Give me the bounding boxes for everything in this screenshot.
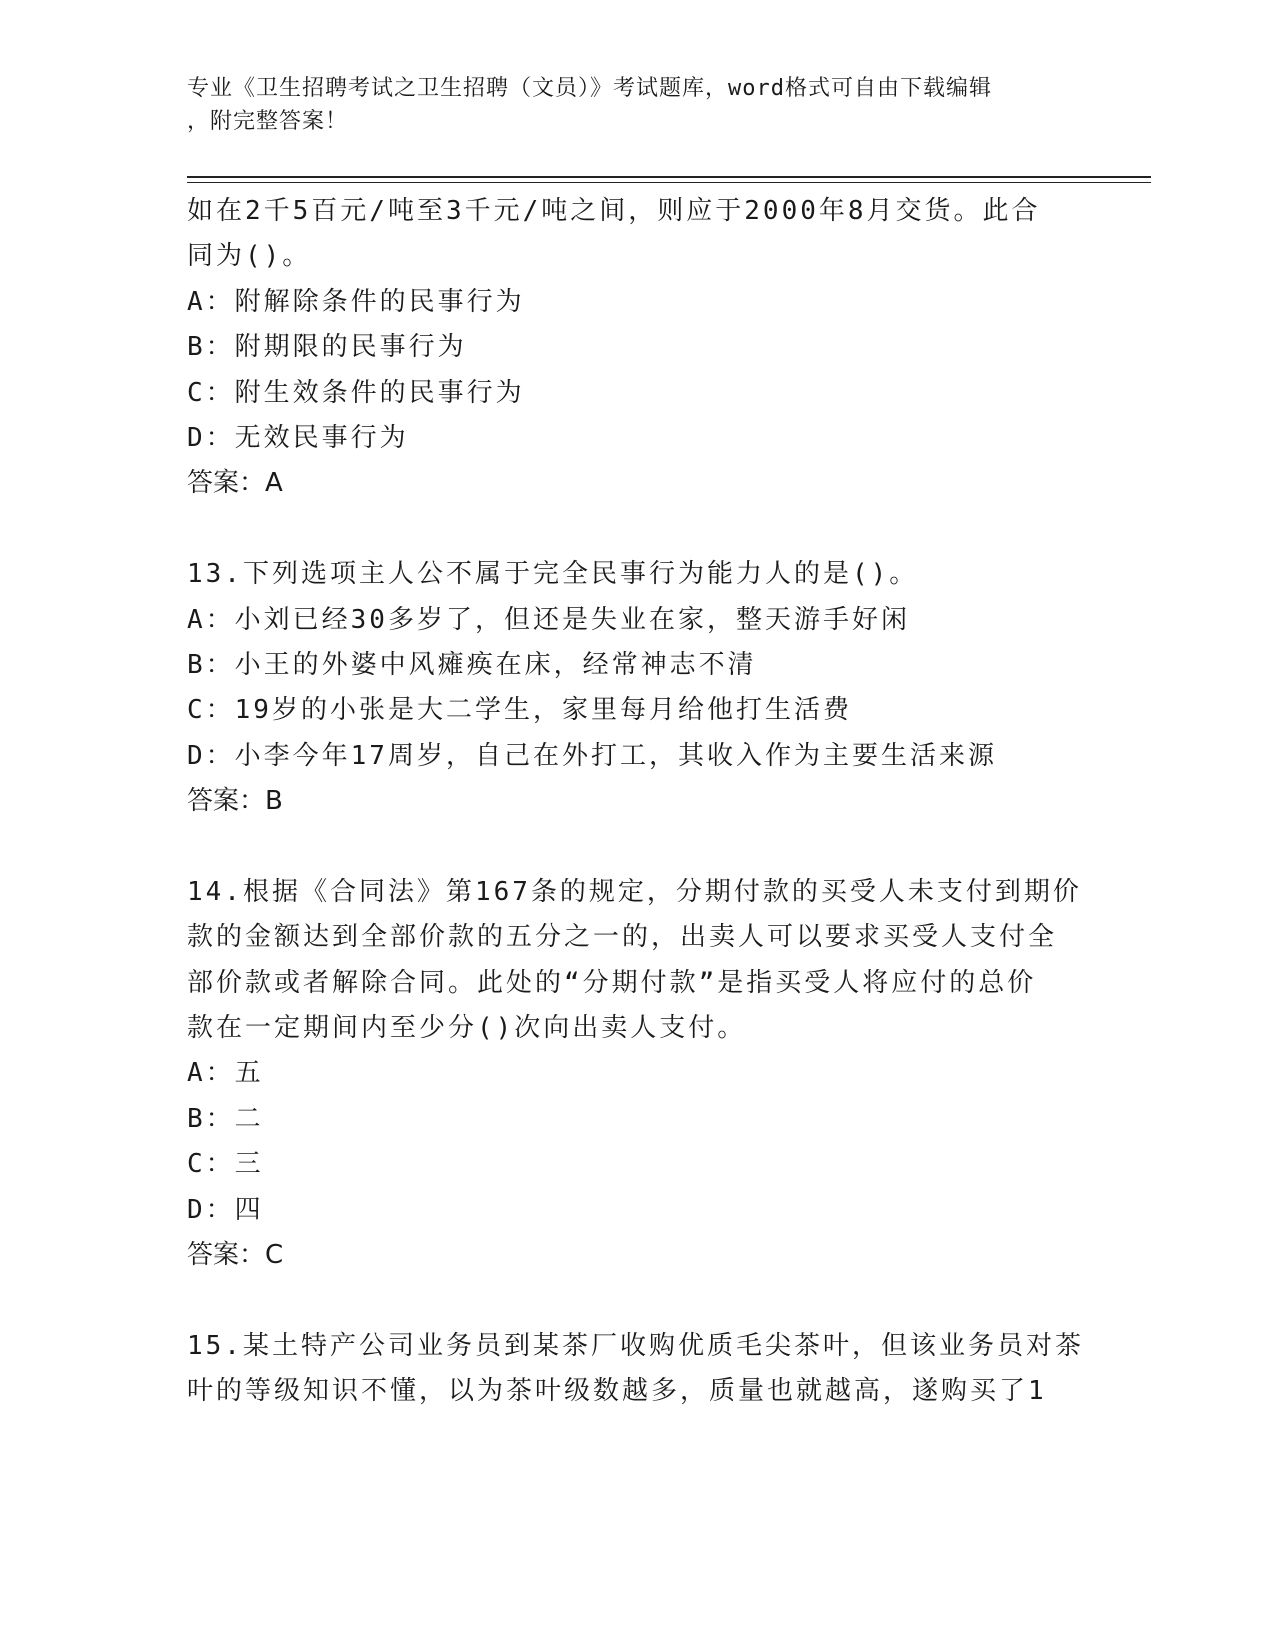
document-header	[187, 72, 1067, 138]
question-text-line: 部价款或者解除合同。此处的“分期付款”是指买受人将应付的总价	[187, 967, 1037, 998]
question-text-line: 15.某土特产公司业务员到某茶厂收购优质毛尖茶叶，但该业务员对茶	[187, 1330, 1084, 1361]
question-text-line: 款在一定期间内至少分()次向出卖人支付。	[187, 1013, 747, 1044]
question-12-continued	[187, 189, 1087, 507]
option-b: B：二	[187, 1103, 264, 1134]
option-d: D：四	[187, 1194, 264, 1225]
spacer	[187, 1278, 1087, 1323]
option-b: B：附期限的民事行为	[187, 332, 467, 363]
header-line-2: ，附完整答案！	[187, 109, 349, 134]
option-a: A：附解除条件的民事行为	[187, 286, 525, 317]
option-a: A：小刘已经30多岁了，但还是失业在家，整天游手好闲	[187, 604, 910, 635]
option-c: C：附生效条件的民事行为	[187, 377, 525, 408]
question-15	[187, 1324, 1087, 1415]
option-c: C：三	[187, 1149, 264, 1180]
question-14	[187, 870, 1087, 1279]
question-13	[187, 552, 1087, 824]
header-divider-thin	[187, 182, 1151, 183]
option-d: D：无效民事行为	[187, 422, 409, 453]
answer-line: 答案：B	[187, 786, 283, 817]
answer-line: 答案：A	[187, 468, 283, 499]
question-text-line: 款的金额达到全部价款的五分之一的，出卖人可以要求买受人支付全	[187, 922, 1058, 953]
option-d: D：小李今年17周岁，自己在外打工，其收入作为主要生活来源	[187, 740, 997, 771]
question-text-line: 如在2千5百元/吨至3千元/吨之间，则应于2000年8月交货。此合	[187, 196, 1041, 226]
option-c: C：19岁的小张是大二学生，家里每月给他打生活费	[187, 695, 852, 726]
header-divider-thick	[187, 176, 1151, 178]
question-text-line: 叶的等级知识不懂，以为茶叶级数越多，质量也就越高，遂购买了1	[187, 1376, 1047, 1407]
spacer	[187, 507, 1087, 552]
question-text-line: 13.下列选项主人公不属于完全民事行为能力人的是()。	[187, 559, 919, 590]
option-a: A：五	[187, 1058, 264, 1089]
option-b: B：小王的外婆中风瘫痪在床，经常神志不清	[187, 649, 757, 680]
answer-line: 答案：C	[187, 1239, 284, 1270]
question-text-line: 14.根据《合同法》第167条的规定，分期付款的买受人未支付到期价	[187, 876, 1082, 907]
header-line-1: 专业《卫生招聘考试之卫生招聘（文员）》考试题库，word格式可自由下载编辑	[187, 76, 992, 101]
question-list	[187, 189, 1087, 1415]
spacer	[187, 824, 1087, 869]
question-text-line: 同为()。	[187, 241, 312, 272]
